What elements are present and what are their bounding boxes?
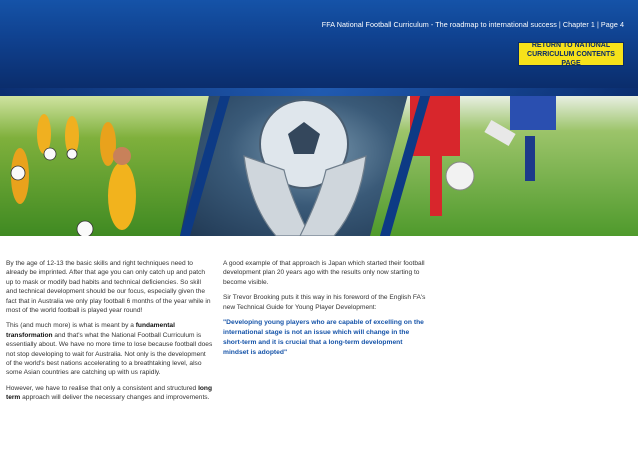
left-paragraph-3: However, we have to realise that only a consistent and structured long term approach will deliver the necessary changes and improvements.	[6, 384, 212, 402]
header-breadcrumb: FFA National Football Curriculum - The roadmap to international success | Chapter 1 | Page 4	[321, 20, 624, 29]
return-to-contents-button[interactable]: RETURN TO NATIONAL CURRICULUM CONTENTS PAGE	[518, 42, 624, 66]
brooking-quote: "Developing young players who are capable of excelling on the international stage is not an issue which will change in the short-term and it is crucial that a long-term development mindset is adopted"	[223, 319, 424, 357]
photo-match-action	[370, 96, 638, 236]
photo-strip	[0, 96, 638, 236]
left-text-column	[6, 259, 213, 409]
emphasis-long-term: long term	[6, 384, 212, 402]
match-action-illustration	[370, 96, 638, 236]
right-paragraph-2: Sir Trevor Brooking puts it this way in his foreword of the English FA's new Technical Guide for Young Player Development:	[223, 294, 426, 311]
right-paragraph-1: A good example of that approach is Japan which started their football development plan 20 years ago with the results only now starting to become visible.	[223, 260, 425, 286]
emphasis-fundamental-transformation: fundamental transformation	[6, 322, 175, 339]
left-paragraph-1: By the age of 12-13 the basic skills and right techniques need to already be imprinted. After that age you can only catch up and patch up to mask or modify bad habits and technical deficiencies. So skill and technical development should be our focus, especially given the fact that in Australia we only play football 6 months of the year while in most of the world football is played year round!	[6, 260, 211, 315]
left-paragraph-2: This (and much more) is what is meant by a fundamental transformation and that's what the National Football Curriculum is essentially about. We have no more time to lose because football does not stop developing to wait for Australia. Not only is the development of the world's best nations accelerating to a breathtaking level, also some Asian countries are catching up with us rapidly.	[6, 322, 213, 377]
header-stripe	[0, 88, 638, 96]
right-text-column	[223, 259, 429, 364]
